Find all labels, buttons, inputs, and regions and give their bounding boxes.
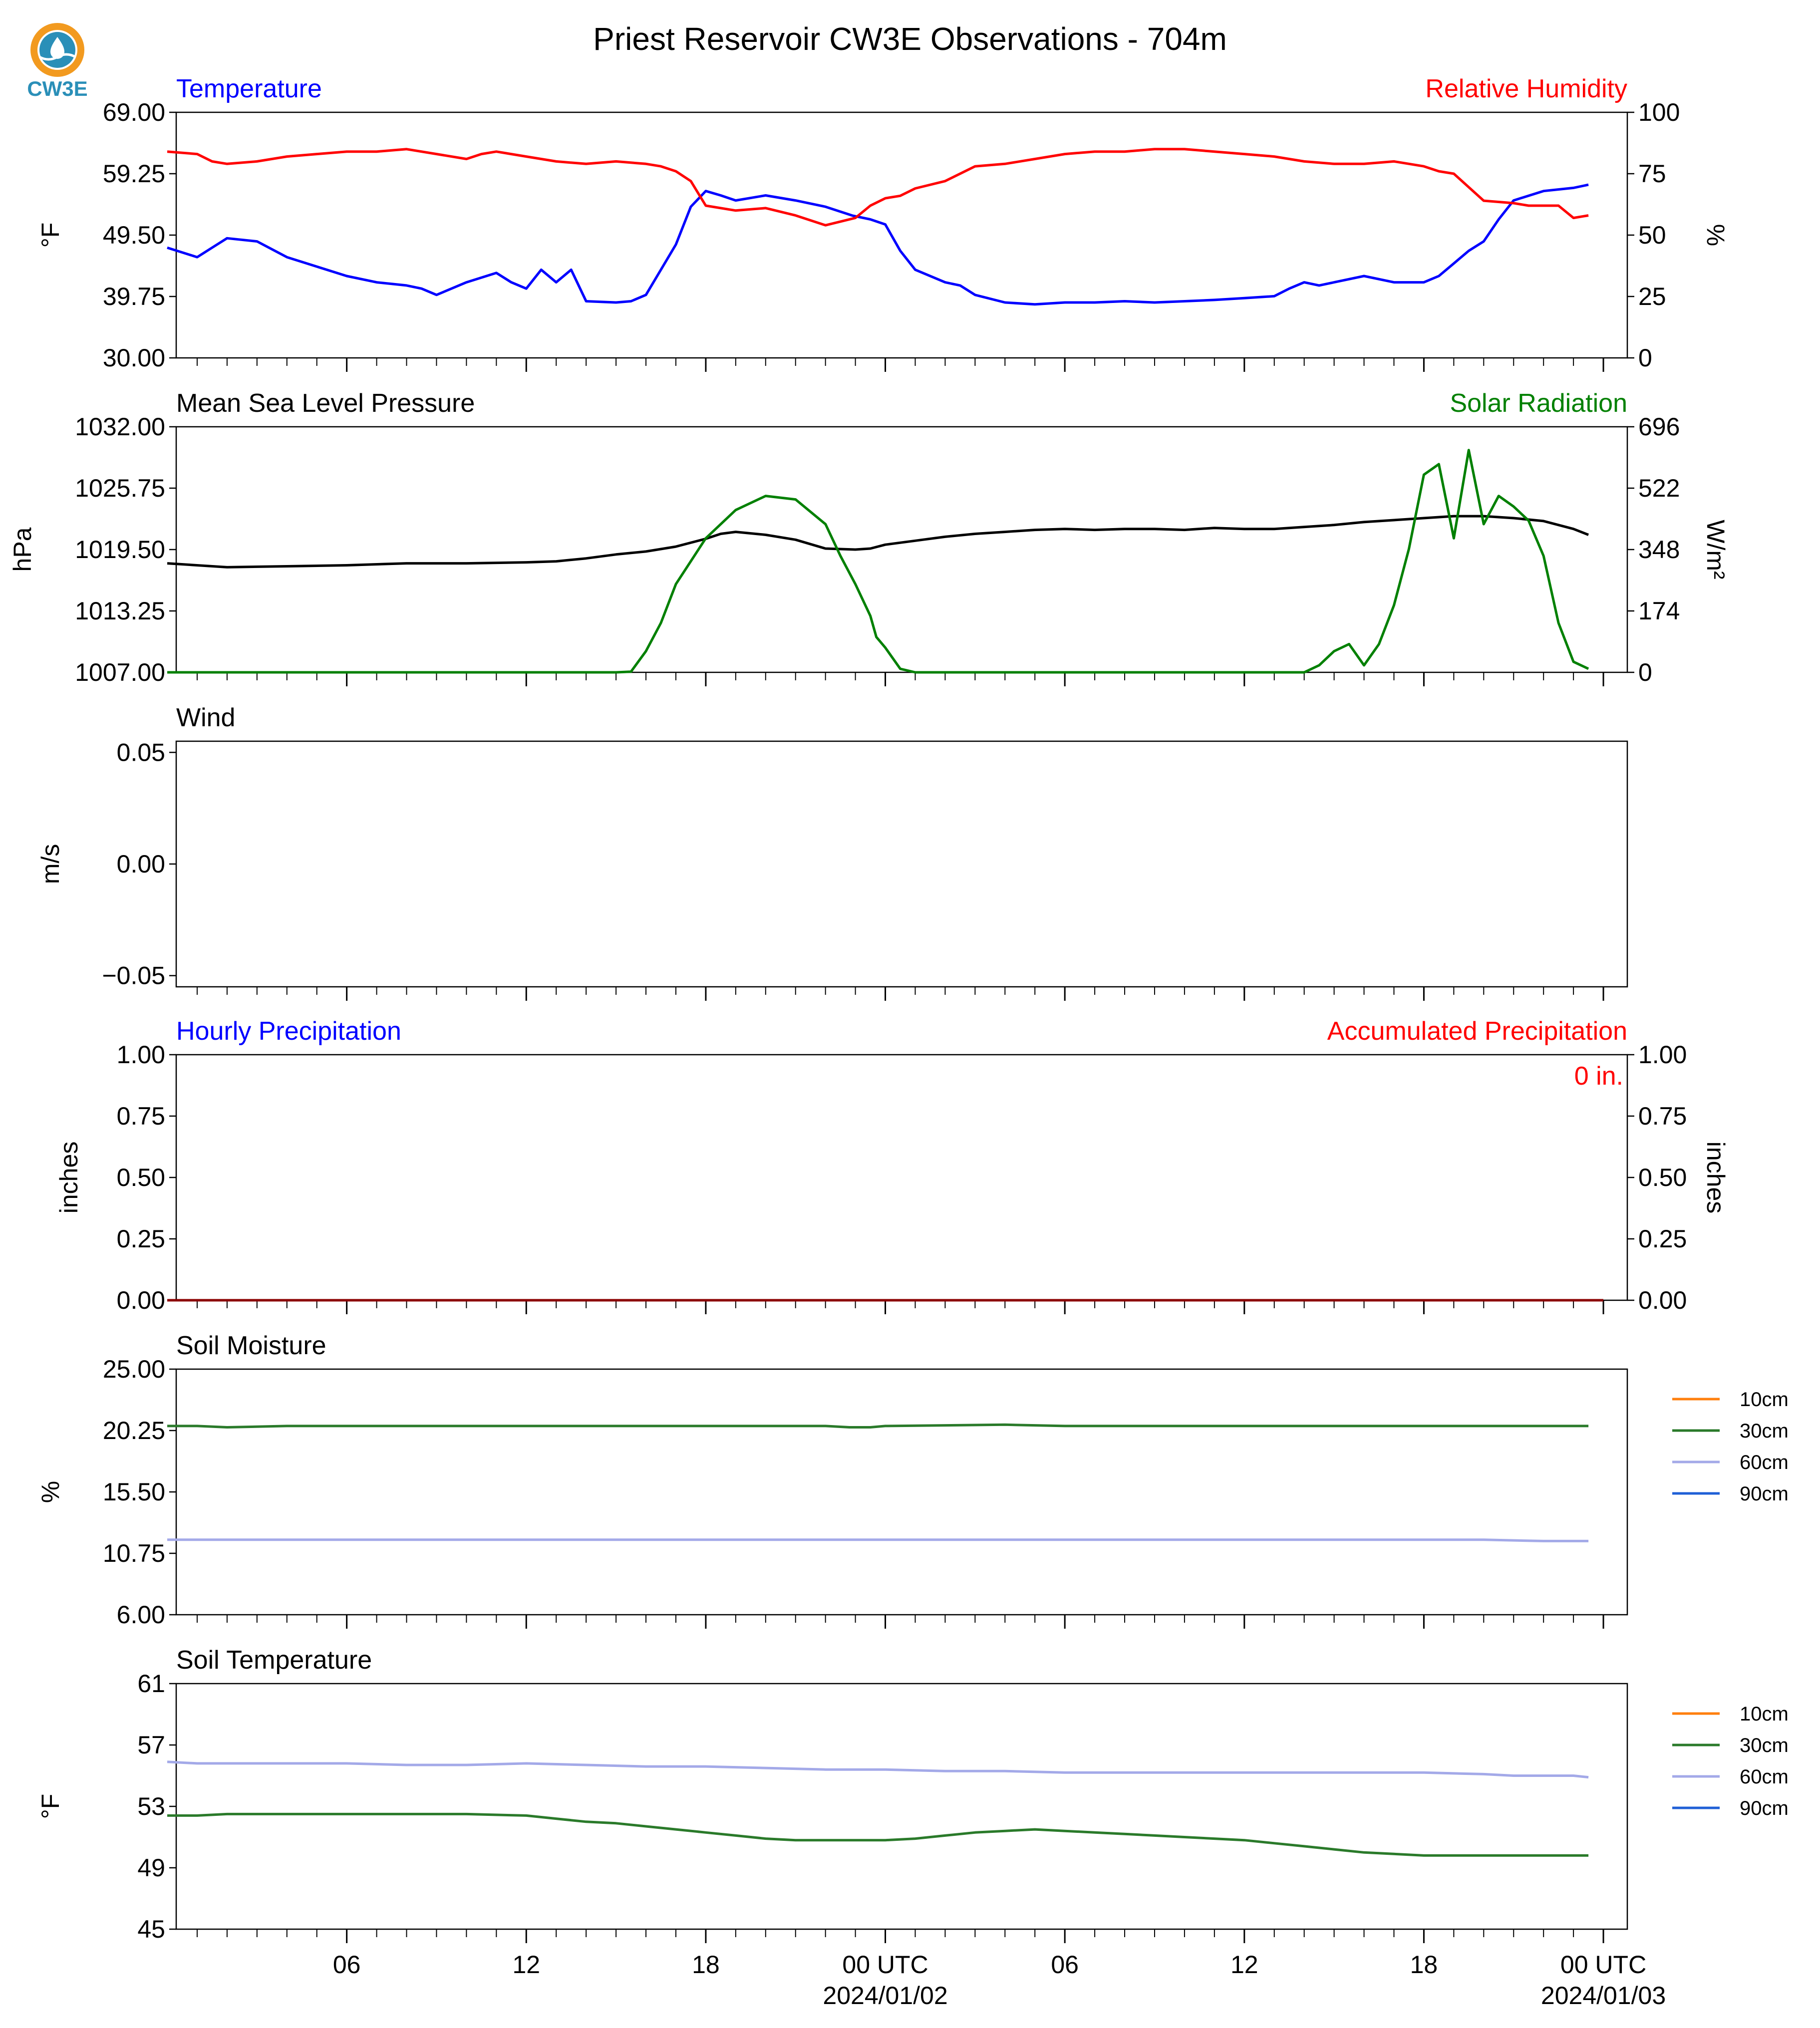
legend-label: 30cm (1740, 1735, 1789, 1756)
panel-title-left: Mean Sea Level Pressure (176, 389, 475, 418)
x-date-label: 2024/01/02 (823, 1982, 948, 2010)
panel-pressure_solar (8, 389, 1730, 686)
legend-label: 10cm (1740, 1389, 1789, 1411)
logo-text: CW3E (27, 77, 88, 100)
y-tick-label: 0.05 (116, 738, 165, 767)
y-tick-label: 1025.75 (75, 474, 165, 502)
y-tick-label-right: 174 (1638, 597, 1680, 625)
y-tick-label: 0.00 (116, 850, 165, 878)
x-tick-label: 12 (1230, 1951, 1258, 1979)
y-axis-label-right: inches (1702, 1141, 1730, 1214)
plot-frame (176, 1369, 1627, 1615)
panel-title-left: Temperature (176, 74, 322, 103)
panel-title-right: Relative Humidity (1425, 74, 1627, 103)
y-tick-label-right: 348 (1638, 536, 1680, 564)
y-tick-label: 0.50 (116, 1163, 165, 1191)
y-axis-label-left: inches (55, 1141, 83, 1214)
page-title: Priest Reservoir CW3E Observations - 704m (593, 21, 1227, 57)
y-tick-label: 30.00 (102, 344, 165, 372)
y-tick-label-right: 0.50 (1638, 1163, 1687, 1191)
y-tick-label: 59.25 (102, 160, 165, 188)
y-tick-label-right: 0.25 (1638, 1225, 1687, 1253)
series-line-msl_pressure (167, 516, 1588, 567)
y-tick-label: 57 (137, 1731, 165, 1759)
cw3e-logo (30, 23, 84, 77)
y-tick-label: 49 (137, 1854, 165, 1882)
plot-frame (176, 741, 1627, 987)
y-tick-label: 15.50 (102, 1478, 165, 1506)
panel-title-right: Solar Radiation (1450, 389, 1627, 418)
y-tick-label: 0.00 (116, 1286, 165, 1314)
series-line-30cm (167, 1425, 1588, 1427)
y-tick-label: 39.75 (102, 283, 165, 310)
y-tick-label-right: 75 (1638, 160, 1666, 188)
y-tick-label: 69.00 (102, 98, 165, 126)
y-tick-label: 6.00 (116, 1601, 165, 1629)
x-tick-label: 06 (1051, 1951, 1079, 1979)
y-tick-label: 1.00 (116, 1041, 165, 1069)
series-line-relative_humidity (167, 149, 1588, 226)
y-tick-label: 49.50 (102, 221, 165, 249)
y-tick-label: 1032.00 (75, 413, 165, 441)
y-tick-label-right: 696 (1638, 413, 1680, 441)
x-tick-label: 12 (512, 1951, 541, 1979)
x-tick-label: 00 UTC (1560, 1951, 1647, 1979)
y-tick-label: 0.75 (116, 1102, 165, 1130)
x-tick-label: 18 (692, 1951, 720, 1979)
y-tick-label-right: 0 (1638, 658, 1652, 686)
series-line-60cm (167, 1540, 1588, 1541)
plot-frame (176, 1684, 1627, 1929)
y-tick-label-right: 25 (1638, 283, 1666, 310)
y-tick-label-right: 522 (1638, 474, 1680, 502)
y-tick-label: 20.25 (102, 1417, 165, 1445)
y-axis-label-left: hPa (8, 527, 36, 572)
panel-temp_rh (36, 74, 1730, 372)
panel-title-left: Soil Moisture (176, 1331, 326, 1360)
y-axis-label-right: % (1702, 224, 1730, 247)
y-tick-label-right: 0 (1638, 344, 1652, 372)
plot-frame (176, 1055, 1627, 1300)
y-tick-label: 45 (137, 1915, 165, 1943)
legend-label: 60cm (1740, 1451, 1789, 1473)
panel-title-left: Wind (176, 703, 236, 732)
y-tick-label: 1007.00 (75, 658, 165, 686)
y-tick-label-right: 1.00 (1638, 1041, 1687, 1069)
y-axis-label-left: °F (36, 1793, 64, 1819)
panel-wind (36, 703, 1627, 1001)
y-axis-label-left: °F (36, 222, 64, 248)
y-axis-label-left: m/s (36, 844, 64, 884)
series-line-solar_radiation (167, 450, 1588, 672)
y-tick-label: 10.75 (102, 1539, 165, 1567)
y-tick-label: 1013.25 (75, 597, 165, 625)
panel-title-left: Soil Temperature (176, 1646, 372, 1675)
y-tick-label: 61 (137, 1670, 165, 1698)
y-tick-label: 1019.50 (75, 536, 165, 564)
legend (1672, 1389, 1789, 1505)
legend (1672, 1703, 1789, 1819)
x-date-label: 2024/01/03 (1540, 1982, 1666, 2010)
legend-label: 90cm (1740, 1483, 1789, 1505)
y-tick-label: 0.25 (116, 1225, 165, 1253)
panel-title-right: Accumulated Precipitation (1327, 1017, 1627, 1046)
y-tick-label-right: 0.75 (1638, 1102, 1687, 1130)
y-tick-label: −0.05 (102, 961, 165, 990)
y-axis-label-right: W/m² (1702, 520, 1730, 579)
panel-soil_temperature (36, 1646, 1789, 2010)
x-tick-label: 06 (332, 1951, 361, 1979)
accumulated-total-label: 0 in. (1574, 1062, 1623, 1091)
y-tick-label-right: 100 (1638, 98, 1680, 126)
y-tick-label: 53 (137, 1792, 165, 1820)
panel-soil_moisture (36, 1331, 1789, 1629)
y-axis-label-left: % (36, 1480, 64, 1503)
legend-label: 60cm (1740, 1766, 1789, 1788)
x-tick-label: 18 (1410, 1951, 1438, 1979)
y-tick-label: 25.00 (102, 1355, 165, 1383)
series-line-60cm (167, 1762, 1588, 1777)
y-tick-label-right: 0.00 (1638, 1286, 1687, 1314)
chart-panels (8, 74, 1789, 2010)
legend-label: 10cm (1740, 1703, 1789, 1725)
series-line-30cm (167, 1814, 1588, 1855)
panel-precip (55, 1017, 1730, 1314)
legend-label: 30cm (1740, 1420, 1789, 1442)
x-tick-label: 00 UTC (842, 1951, 928, 1979)
y-tick-label-right: 50 (1638, 221, 1666, 249)
panel-title-left: Hourly Precipitation (176, 1017, 401, 1046)
legend-label: 90cm (1740, 1797, 1789, 1819)
